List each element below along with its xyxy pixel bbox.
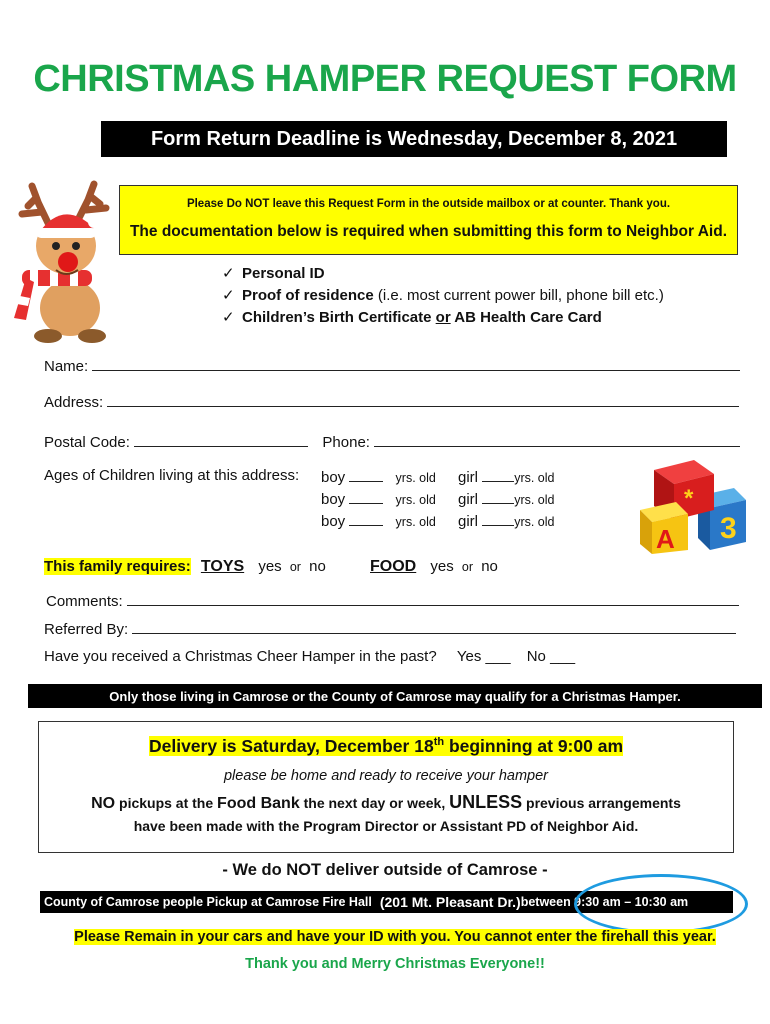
address-label: Address: <box>44 394 104 411</box>
eligibility-text: Only those living in Camrose or the County of Camrose may qualify for a Christmas Hamper. <box>109 688 681 704</box>
phone-label: Phone: <box>322 434 370 451</box>
deadline-text: Form Return Deadline is Wednesday, December 8, 2021 <box>150 127 678 150</box>
comments-label: Comments: <box>46 593 123 610</box>
received-question: Have you received a Christmas Cheer Hamper in the past? <box>44 648 437 665</box>
checklist-item-id: ✓ Personal ID <box>222 263 664 285</box>
postal-code-label: Postal Code: <box>44 434 130 451</box>
boy-age-field-3[interactable] <box>349 511 383 526</box>
svg-text:3: 3 <box>720 512 737 545</box>
name-field[interactable] <box>92 356 740 371</box>
delivery-headline: Delivery is Saturday, December 18th beginning at 9:00 am <box>148 736 624 756</box>
check-icon: ✓ <box>222 265 235 282</box>
referred-row <box>44 619 736 638</box>
toys-yes-option[interactable]: yes <box>258 558 282 575</box>
received-no-option[interactable]: No ___ <box>526 648 576 665</box>
requires-row: This family requires: TOYS yes or no FOOD yes or no <box>44 558 498 575</box>
no-deliver-notice: - We do NOT deliver outside of Camrose - <box>222 861 548 879</box>
child-row-2: boy yrs. old girl yrs. old <box>321 491 555 508</box>
delivery-subline: please be home and ready to receive your hamper <box>223 768 549 784</box>
arrangements-line: have been made with the Program Director or Assistant PD of Neighbor Aid. <box>133 818 639 834</box>
address-row <box>44 392 739 411</box>
thank-you-text: Thank you and Merry Christmas Everyone!! <box>245 956 545 972</box>
received-yes-option[interactable]: Yes ___ <box>456 648 511 665</box>
phone-field[interactable] <box>374 432 740 447</box>
notice-line-1: Please Do NOT leave this Request Form in the outside mailbox or at counter. Thank you. <box>186 198 671 210</box>
check-icon: ✓ <box>222 287 235 304</box>
received-row <box>44 648 575 665</box>
girl-age-field-2[interactable] <box>482 489 514 504</box>
deadline-banner <box>101 121 727 157</box>
postal-code-field[interactable] <box>134 432 308 447</box>
name-row <box>44 356 740 375</box>
boy-age-field-1[interactable] <box>349 467 383 482</box>
reindeer-illustration <box>8 178 120 348</box>
delivery-box <box>38 721 734 853</box>
toys-label: TOYS <box>200 558 245 575</box>
child-row-3: boy yrs. old girl yrs. old <box>321 513 555 530</box>
referred-by-label: Referred By: <box>44 621 129 638</box>
document-checklist <box>222 263 664 329</box>
pickup-notice: NO pickups at the Food Bank the next day or week, UNLESS previous arrangements <box>91 792 681 812</box>
girl-age-field-3[interactable] <box>482 511 514 526</box>
svg-text:A: A <box>656 524 675 554</box>
checklist-item-birth-certificate: ✓ Children’s Birth Certificate or AB Health Care Card <box>222 307 664 329</box>
svg-text:*: * <box>684 485 694 512</box>
girl-age-field-1[interactable] <box>482 467 514 482</box>
referred-by-field[interactable] <box>132 619 736 634</box>
pickup-banner: County of Camrose people Pickup at Camrose Fire Hall (201 Mt. Pleasant Dr.) between 9:30 am – 10:30 am <box>40 891 733 913</box>
ages-label: Ages of Children living at this address: <box>44 467 300 484</box>
address-field[interactable] <box>107 392 739 407</box>
child-row-1: boy yrs. old girl yrs. old <box>321 469 555 486</box>
remain-notice: Please Remain in your cars and have your ID with you. You cannot enter the firehall this year. <box>74 929 716 945</box>
food-no-option[interactable]: no <box>481 558 498 575</box>
comments-row <box>46 591 739 610</box>
toys-no-option[interactable]: no <box>309 558 326 575</box>
food-yes-option[interactable]: yes <box>430 558 454 575</box>
notice-line-2: The documentation below is required when submitting this form to Neighbor Aid. <box>129 223 728 240</box>
eligibility-banner <box>28 684 762 708</box>
name-label: Name: <box>44 358 89 375</box>
form-title: CHRISTMAS HAMPER REQUEST FORM <box>33 58 737 100</box>
requires-label: This family requires: <box>44 558 191 575</box>
checklist-item-residence: ✓ Proof of residence (i.e. most current power bill, phone bill etc.) <box>222 285 664 307</box>
notice-box <box>119 185 738 255</box>
abc-blocks-illustration <box>636 456 748 554</box>
comments-field[interactable] <box>127 591 739 606</box>
time-highlight-circle <box>574 874 748 934</box>
boy-age-field-2[interactable] <box>349 489 383 504</box>
food-label: FOOD <box>370 558 417 575</box>
check-icon: ✓ <box>222 309 235 326</box>
postal-row <box>44 432 740 451</box>
